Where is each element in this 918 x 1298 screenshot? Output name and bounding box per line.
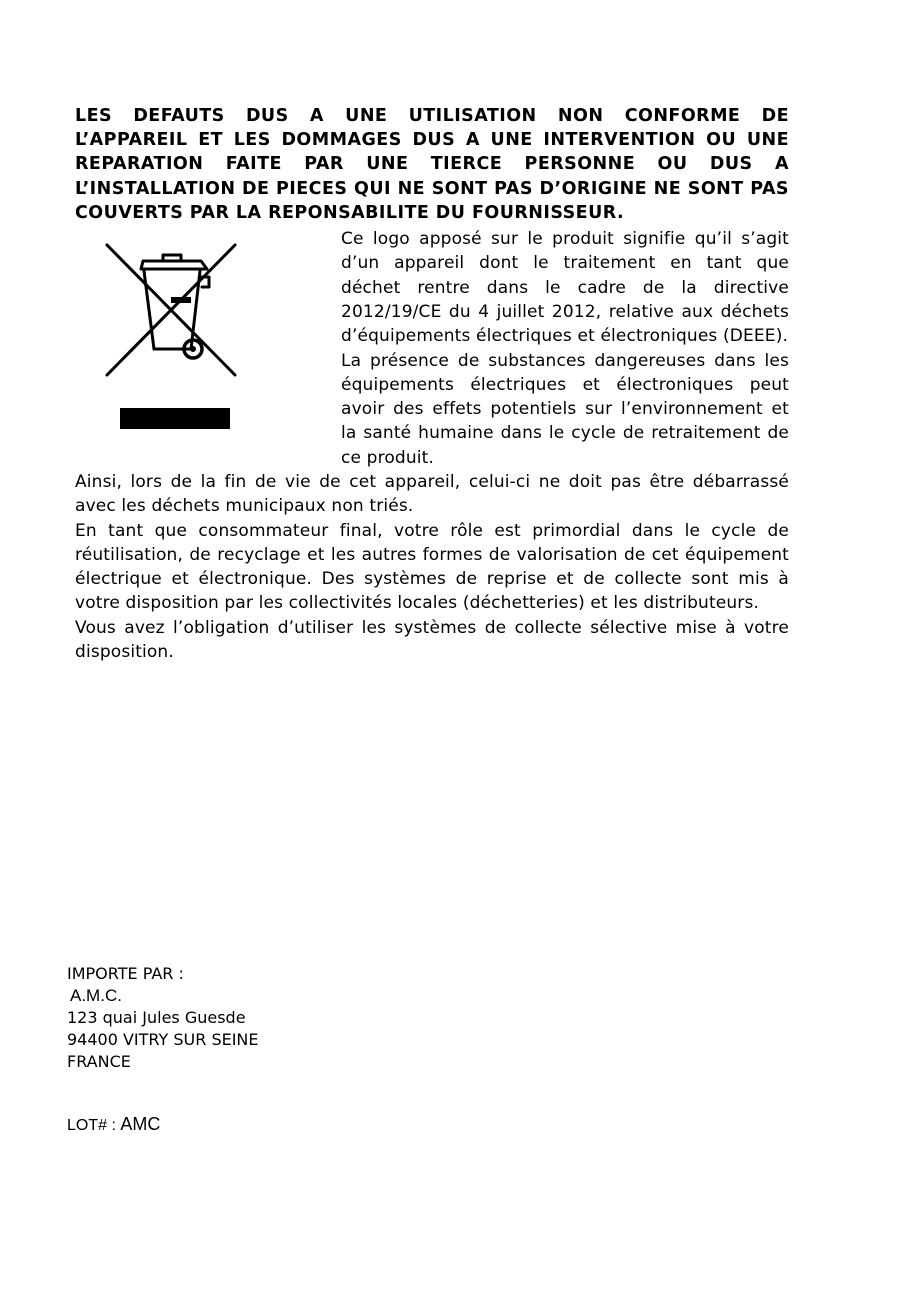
weee-paragraph: En tant que consommateur final, votre rôle est primordial dans le cycle de réutilisation, de recyclage et les autres formes de valorisation de cet équipement électrique et électronique. Des systèmes de reprise et de collecte sont mis à votre disposition par les collectivités locales (déchetteries) et les distributeurs.	[75, 520, 789, 614]
weee-logo	[75, 227, 341, 455]
importer-company: A.M.C.	[70, 986, 122, 1005]
importer-city: 94400 VITRY SUR SEINE	[67, 1030, 259, 1049]
weee-paragraph: La présence de substances dangereuses dans les équipements électriques et électroniques peut avoir des effets potentiels sur l’environnement et la santé humaine dans le cycle de retraitement de ce produit.	[341, 350, 789, 468]
importer-country: FRANCE	[67, 1052, 131, 1071]
weee-paragraph: Ce logo apposé sur le produit signifie qu’il s’agit d’un appareil dont le traitement en tant que déchet rentre dans le cadre de la directive 2012/19/CE du 4 juillet 2012, relative aux déchets d’équipements électriques et électroniques (DEEE).	[341, 229, 789, 347]
weee-paragraph: Ainsi, lors de la fin de vie de cet appareil, celui-ci ne doit pas être débarrassé avec les déchets municipaux non triés.	[75, 471, 789, 517]
liability-warning: LES DEFAUTS DUS A UNE UTILISATION NON CONFORME DE L’APPAREIL ET LES DOMMAGES DUS A UNE INTERVENTION OU UNE REPARATION FAITE PAR UNE TIERCE PERSONNE OU DUS A L’INSTALLATION DE PIECES QUI NE SONT PAS D’ORIGINE NE SONT PAS COUVERTS PAR LA REPONSABILITE DU FOURNISSEUR.	[75, 106, 789, 223]
lot-number	[67, 1114, 160, 1135]
weee-paragraph: Vous avez l’obligation d’utiliser les systèmes de collecte sélective mise à votre disposition.	[75, 617, 789, 663]
importer-address	[67, 963, 259, 1073]
lot-value: AMC	[120, 1114, 161, 1134]
weee-section	[75, 227, 789, 664]
lot-label: LOT# :	[67, 1117, 116, 1134]
importer-label: IMPORTE PAR :	[67, 964, 184, 983]
document-body	[75, 104, 789, 664]
crossed-out-wheelie-bin-icon	[103, 239, 238, 429]
importer-street: 123 quai Jules Guesde	[67, 1008, 246, 1027]
